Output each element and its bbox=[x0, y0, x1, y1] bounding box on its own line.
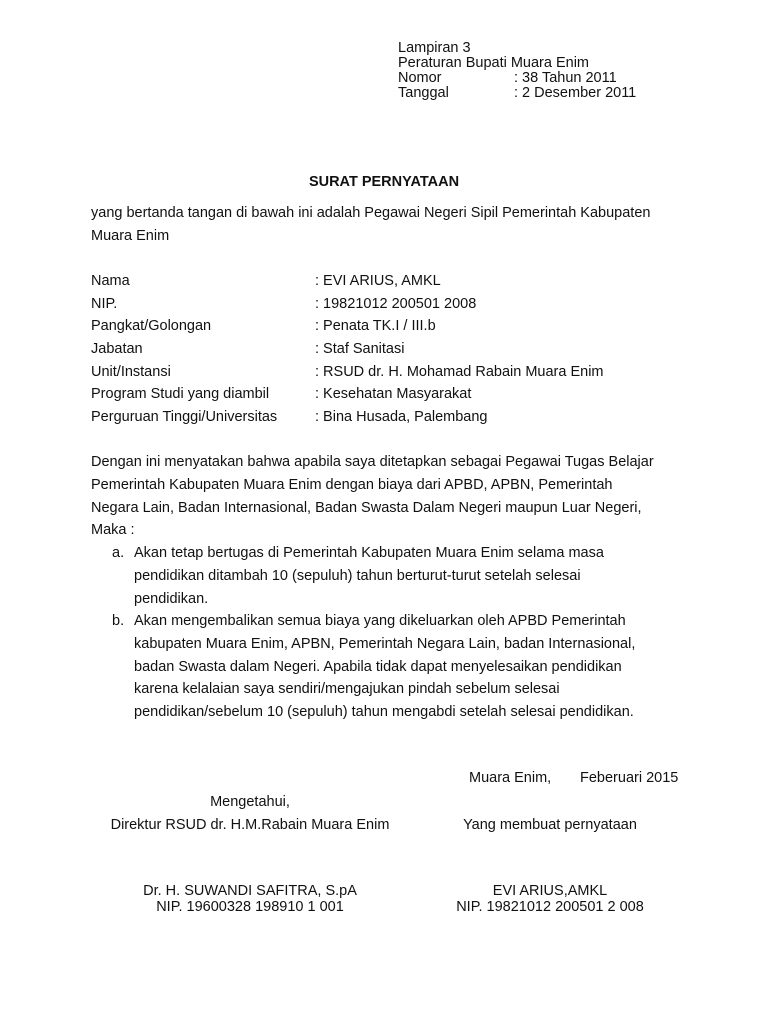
field-jabatan bbox=[91, 338, 404, 361]
acknowledged-label: Mengetahui, bbox=[210, 794, 290, 810]
field-nama bbox=[91, 270, 441, 293]
director-position: Direktur RSUD dr. H.M.Rabain Muara Enim bbox=[110, 817, 390, 833]
field-label: Program Studi yang diambil bbox=[91, 386, 270, 402]
date: Feberuari 2015 bbox=[580, 770, 679, 786]
statement-line-4: Maka : bbox=[91, 522, 135, 538]
field-program-studi bbox=[91, 383, 471, 406]
list-item-a bbox=[112, 542, 604, 610]
reference-nomor bbox=[398, 70, 617, 86]
list-item-line: badan Swasta dalam Negeri. Apabila tidak dapat menyelesaikan pendidikan bbox=[134, 658, 622, 675]
list-item-line: pendidikan. bbox=[134, 590, 209, 607]
field-label: Pangkat/Golongan bbox=[91, 318, 212, 334]
tanggal-value: : 2 Desember 2011 bbox=[514, 85, 637, 101]
declarant-position: Yang membuat pernyataan bbox=[463, 817, 637, 833]
field-nip bbox=[91, 293, 476, 316]
field-value: : Penata TK.I / III.b bbox=[315, 318, 436, 334]
field-value: : Bina Husada, Palembang bbox=[315, 409, 488, 425]
list-item-b bbox=[112, 610, 635, 724]
field-label: Unit/Instansi bbox=[91, 364, 171, 380]
list-item-line: pendidikan ditambah 10 (sepuluh) tahun berturut-turut setelah selesai bbox=[134, 567, 581, 584]
declarant-name: EVI ARIUS,AMKL bbox=[492, 883, 608, 899]
statement-line-1: Dengan ini menyatakan bahwa apabila saya ditetapkan sebagai Pegawai Tugas Belajar bbox=[91, 454, 654, 470]
field-label: Perguruan Tinggi/Universitas bbox=[91, 409, 278, 425]
list-item-line: Akan tetap bertugas di Pemerintah Kabupaten Muara Enim selama masa bbox=[134, 545, 604, 561]
field-value: : Kesehatan Masyarakat bbox=[315, 386, 472, 402]
field-label: Nama bbox=[91, 273, 130, 289]
field-label: Jabatan bbox=[91, 341, 143, 357]
field-perguruan-tinggi bbox=[91, 406, 488, 429]
field-value: : Staf Sanitasi bbox=[315, 341, 405, 357]
list-marker: b. bbox=[112, 613, 125, 629]
intro-line-1: yang bertanda tangan di bawah ini adalah Pegawai Negeri Sipil Pemerintah Kabupaten bbox=[91, 205, 651, 221]
reference-tanggal bbox=[398, 85, 636, 101]
reference-line-peraturan: Peraturan Bupati Muara Enim bbox=[398, 55, 590, 71]
declarant-nip: NIP. 19821012 200501 2 008 bbox=[456, 899, 644, 915]
field-pangkat bbox=[91, 315, 436, 338]
statement-line-2: Pemerintah Kabupaten Muara Enim dengan biaya dari APBD, APBN, Pemerintah bbox=[91, 477, 613, 493]
director-nip: NIP. 19600328 198910 1 001 bbox=[156, 899, 344, 915]
nomor-label: Nomor bbox=[398, 70, 442, 86]
tanggal-label: Tanggal bbox=[398, 85, 449, 101]
reference-line-lampiran: Lampiran 3 bbox=[398, 40, 471, 56]
field-label: NIP. bbox=[91, 296, 118, 312]
director-name: Dr. H. SUWANDI SAFITRA, S.pA bbox=[143, 883, 357, 899]
nomor-value: : 38 Tahun 2011 bbox=[514, 70, 617, 86]
list-item-line: Akan mengembalikan semua biaya yang dikeluarkan oleh APBD Pemerintah bbox=[134, 613, 626, 629]
field-value: : 19821012 200501 2008 bbox=[315, 296, 477, 312]
field-value: : RSUD dr. H. Mohamad Rabain Muara Enim bbox=[315, 364, 604, 380]
list-item-line: karena kelalaian saya sendiri/mengajukan pindah sebelum selesai bbox=[134, 681, 560, 698]
document-title: SURAT PERNYATAAN bbox=[308, 174, 460, 190]
list-item-line: kabupaten Muara Enim, APBN, Pemerintah Negara Lain, badan Internasional, bbox=[134, 635, 636, 652]
list-item-line: pendidikan/sebelum 10 (sepuluh) tahun mengabdi setelah selesai pendidikan. bbox=[134, 704, 634, 721]
place: Muara Enim, bbox=[469, 770, 552, 786]
statement-line-3: Negara Lain, Badan Internasional, Badan Swasta Dalam Negeri maupun Luar Negeri, bbox=[91, 500, 642, 516]
intro-line-2: Muara Enim bbox=[91, 228, 170, 244]
list-marker: a. bbox=[112, 545, 125, 561]
field-value: : EVI ARIUS, AMKL bbox=[315, 273, 441, 289]
field-unit bbox=[91, 361, 604, 384]
list-item-text bbox=[134, 610, 635, 724]
list-item-text bbox=[134, 542, 604, 610]
